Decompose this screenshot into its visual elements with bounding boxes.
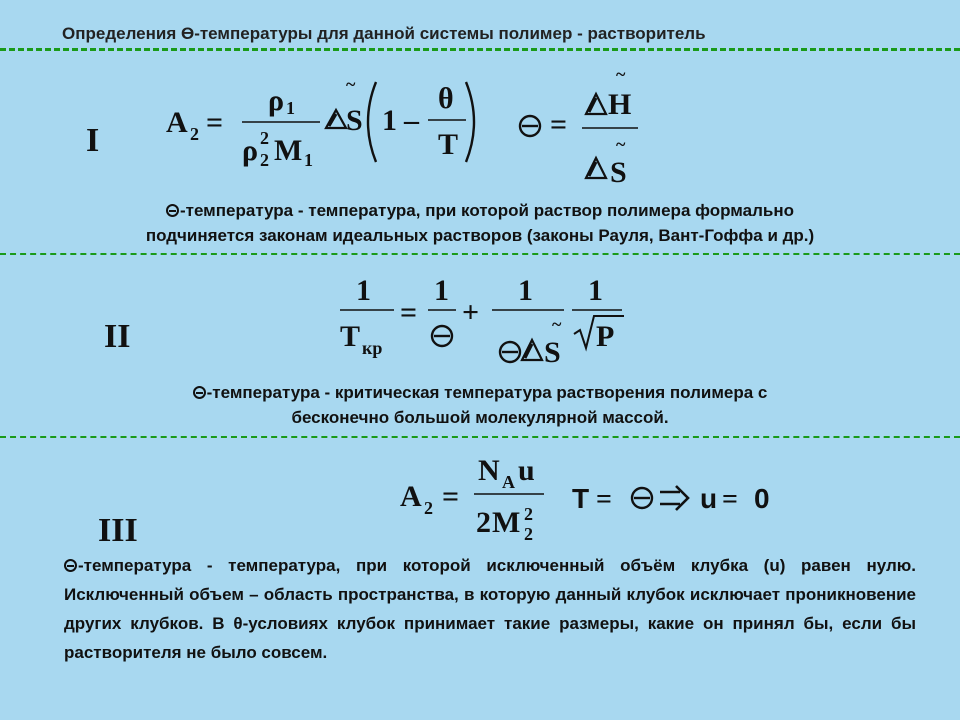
- f3-M-sub: 2: [524, 524, 533, 544]
- section-3-description: [64, 551, 916, 667]
- section-2-line-2: бесконечно большой молекулярной массой.: [291, 408, 669, 427]
- f3-N: N: [478, 454, 500, 487]
- f3-zero: 0: [754, 483, 770, 514]
- f1-M-sub: 1: [304, 150, 313, 170]
- f2-plus: +: [462, 296, 480, 329]
- f3-A: A: [400, 480, 422, 513]
- f1-S: S: [346, 104, 363, 137]
- f1-tilde1: ~: [346, 74, 356, 94]
- f1-rho2-sub: 2: [260, 150, 269, 170]
- theta-icon: [64, 559, 77, 572]
- f2-num3: 1: [518, 274, 533, 307]
- f3-u: u: [518, 454, 535, 487]
- f3-N-sub: A: [502, 472, 515, 492]
- f1-H: H: [608, 88, 632, 121]
- page-title: Определения ϴ-температуры для данной системы полимер - растворитель: [62, 24, 706, 43]
- f1-rho1: ρ: [268, 84, 285, 117]
- f1-tilde3: ~: [616, 134, 626, 154]
- f2-num1: 1: [356, 274, 371, 307]
- f2-eq: =: [400, 296, 418, 329]
- f1-M: M: [274, 134, 303, 167]
- f3-u2: u: [700, 483, 718, 514]
- f2-num4: 1: [588, 274, 603, 307]
- section-1-line-2: подчиняется законам идеальных растворов (законы Рауля, Вант-Гоффа и др.): [145, 226, 815, 245]
- f3-M: M: [492, 506, 521, 539]
- f1-minus: –: [404, 104, 419, 137]
- f1-one: 1: [382, 104, 397, 137]
- f2-T: T: [340, 320, 361, 353]
- divider-1: [0, 253, 960, 255]
- f3-eq: =: [442, 480, 460, 513]
- f1-eq: =: [206, 106, 224, 139]
- f1-paren-left: [368, 82, 376, 162]
- f3-two: 2: [476, 506, 491, 539]
- section-1-description: [40, 198, 920, 248]
- f2-S: S: [544, 336, 561, 369]
- f1-T: T: [438, 128, 459, 161]
- f1-S2: S: [610, 156, 627, 189]
- formula-2: [330, 268, 630, 378]
- f2-num2: 1: [434, 274, 449, 307]
- divider-2: [0, 436, 960, 438]
- f3-A-sub: 2: [424, 498, 433, 518]
- f3-implies-icon: [660, 486, 688, 510]
- formula-1: [160, 66, 660, 196]
- formula-3: [396, 452, 796, 548]
- f3-M-sup: 2: [524, 504, 533, 524]
- section-3-text: -температура - температура, при которой исключенный объём клубка (u) равен нулю. Исключенный объем – область пространства, в которую данный клубок исключает проникновение других клубков. В θ-условиях клубок принимает такие размеры, какие он принял бы, если бы растворителя не было совсем.: [64, 556, 916, 662]
- f1-paren-right: [466, 82, 474, 162]
- section-numeral-1: I: [86, 122, 100, 159]
- section-1-line-1: -температура - температура, при которой раствор полимера формально: [179, 201, 795, 220]
- theta-icon: [166, 204, 179, 217]
- f2-tilde: ~: [552, 314, 562, 334]
- f1-tilde2: ~: [616, 66, 626, 84]
- f1-A-sub: 2: [190, 124, 199, 144]
- f3-T: T: [572, 483, 590, 514]
- section-2-line-1: -температура - критическая температура растворения полимера с: [206, 383, 768, 402]
- f1-rho2-sup: 2: [260, 128, 269, 148]
- divider-top: [0, 48, 960, 51]
- section-2-description: [40, 380, 920, 430]
- f1-eq2: =: [550, 108, 568, 141]
- f1-rho1-sub: 1: [286, 98, 295, 118]
- f3-eq2: =: [596, 484, 612, 515]
- f2-P: P: [596, 320, 615, 353]
- f1-theta: θ: [438, 82, 454, 115]
- f1-A: A: [166, 106, 188, 139]
- theta-icon: [193, 386, 206, 399]
- f2-kr: кр: [362, 338, 383, 358]
- section-numeral-3: III: [98, 512, 138, 549]
- section-numeral-2: II: [104, 318, 131, 355]
- f3-eq3: =: [722, 484, 738, 515]
- f1-rho2: ρ: [242, 134, 259, 167]
